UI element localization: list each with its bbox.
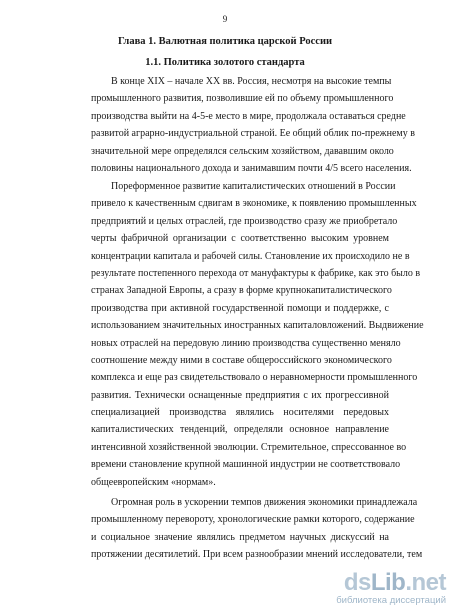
text-line: соотношение между ними в составе общероссийского экономического (91, 354, 392, 366)
watermark-logo-net: .net (405, 569, 446, 596)
text-line: В конце XIX – начале XX вв. Россия, несмотря на высокие темпы (111, 76, 392, 87)
text-line: общеевропейским «нормам». (91, 476, 216, 488)
watermark-subtitle: библиотека диссертаций (336, 595, 446, 606)
text-line: значительной мере определялся сельским хозяйством, дававшим около (91, 145, 394, 157)
text-line: результате постепенного перехода от мануфактуры к фабрике, как это было в (91, 267, 421, 279)
text-line: и социальное значение являлись предметом научных дискуссий на (91, 531, 389, 543)
text-line: новых отраслей на передовую линию производства существенно меняло (91, 337, 401, 349)
text-line: черты фабричной организации с соответственно высоким уровнем (91, 233, 389, 245)
text-line: протяжении десятилетий. При всем разнообразии мнений исследователи, тем (91, 549, 423, 561)
text-line: производства выйти на 4-5-е место в мире, продолжала оставаться средне (91, 110, 406, 122)
text-line: интенсивной хозяйственной эволюции. Стремительное, спрессованное во (91, 441, 407, 453)
text-line: использованием значительных иностранных капиталовложений. Выдвижение (91, 320, 424, 332)
watermark-logo-lib: Lib (370, 569, 406, 596)
text-line: развития. Технически оснащенные предприятия с их прогрессивной (91, 389, 389, 401)
text-line: времени становление крупной машинной индустрии не соответствовало (91, 459, 401, 471)
page-number: 9 (222, 14, 228, 24)
text-line: комплекса и еще раз свидетельствовало о неравномерности промышленного (91, 372, 418, 384)
chapter-title: Глава 1. Валютная политика царской России (117, 36, 333, 47)
section-title: 1.1. Политика золотого стандарта (145, 57, 305, 68)
text-line: Огромная роль в ускорении темпов движения экономики принадлежала (111, 497, 418, 508)
watermark-logo (343, 569, 446, 596)
paragraph-3 (91, 494, 423, 564)
dslib-watermark (296, 569, 446, 608)
text-line: половины национального дохода и занимавшим почти 4/5 всего населения. (91, 162, 412, 174)
text-line: развитой аграрно-индустриальной страной. Ее общий облик по-прежнему в (91, 128, 415, 140)
text-line: привело к качественным сдвигам в экономике, к появлению промышленных (91, 198, 417, 210)
paragraph-2 (91, 178, 424, 491)
text-line: странах Западной Европы, а сразу в форме крупнокапиталистического (91, 285, 392, 297)
text-line: специализацией производства являлись носителями передовых (91, 407, 389, 419)
text-line: концентрации капитала и рабочей силы. Становление их происходило не в (91, 250, 410, 262)
text-line: предприятий и целых отраслей, где производство сразу же приобретало (91, 215, 398, 227)
text-line: промышленного развития, позволившие ей по объему промышленного (91, 93, 394, 105)
text-line: промышленному перевороту, хронологические рамки которого, содержание (91, 514, 415, 526)
text-line: производства при активной государственной помощи и поддержке, с (91, 302, 389, 314)
text-line: Пореформенное развитие капиталистических отношений в России (111, 181, 396, 192)
paragraph-1 (91, 73, 415, 177)
text-line: капиталистических тенденций, определяли основное направление (91, 424, 389, 436)
watermark-logo-ds: ds (343, 569, 371, 596)
